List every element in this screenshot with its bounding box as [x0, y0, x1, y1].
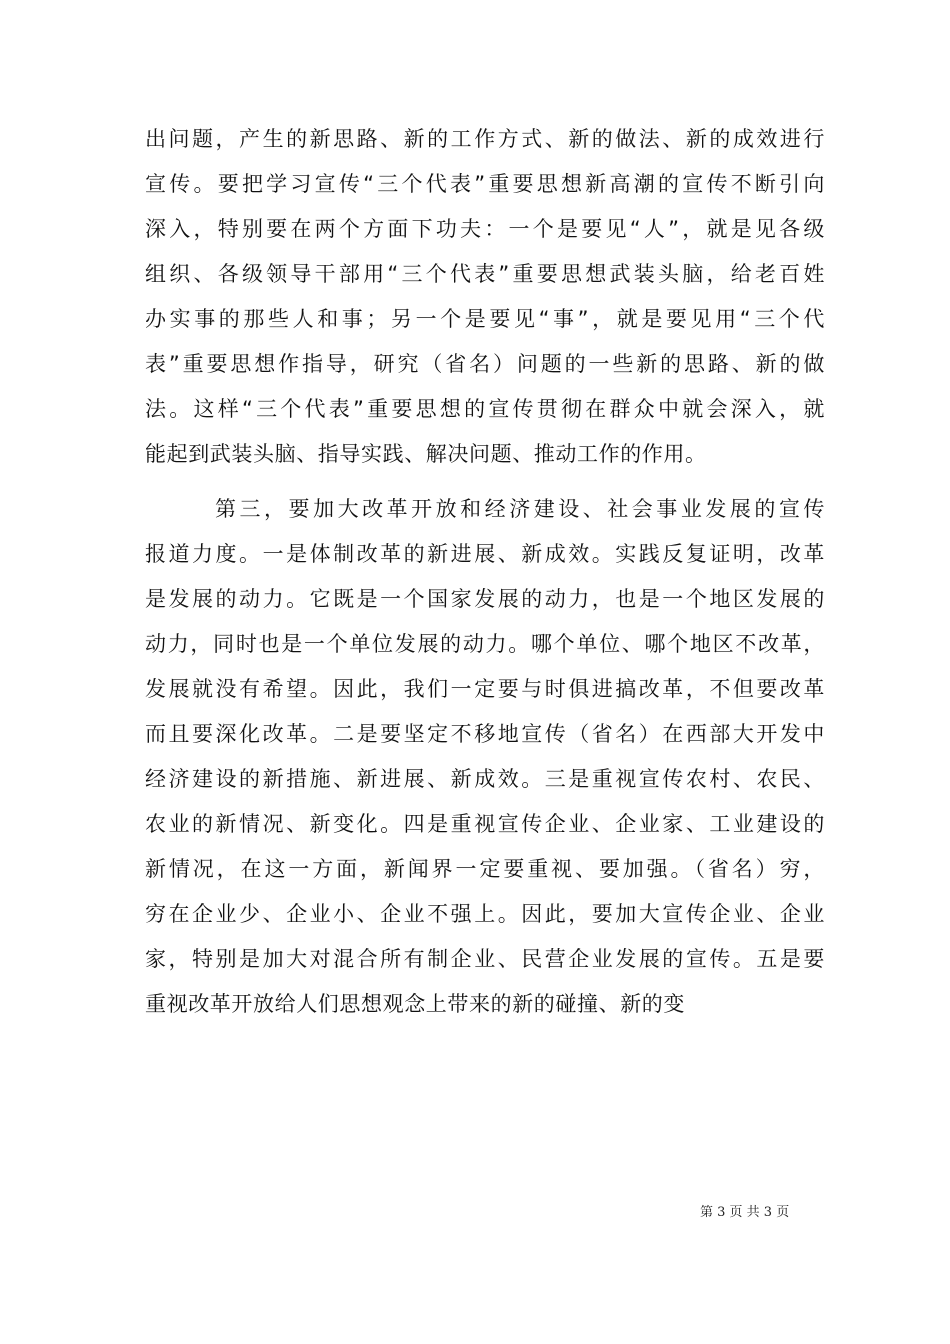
text-line: 家，特别是加大对混合所有制企业、民营企业发展的宣传。五是要 [145, 947, 825, 971]
text-line: 新情况，在这一方面，新闻界一定要重视、要加强。（省名）穷， [145, 857, 825, 881]
text-line: 发展就没有希望。因此，我们一定要与时俱进搞改革，不但要改革 [145, 677, 825, 701]
text-line: 动力，同时也是一个单位发展的动力。哪个单位、哪个地区不改革， [145, 632, 825, 656]
text-line: 农业的新情况、新变化。四是重视宣传企业、企业家、工业建设的 [145, 812, 825, 836]
text-line: 组织、各级领导干部用“三个代表”重要思想武装头脑，给老百姓 [145, 262, 825, 286]
text-line: 重视改革开放给人们思想观念上带来的新的碰撞、新的变 [145, 992, 685, 1016]
paragraph-1 [145, 117, 825, 477]
text-line: 穷在企业少、企业小、企业不强上。因此，要加大宣传企业、企业 [145, 902, 825, 926]
text-line: 办实事的那些人和事；另一个是要见“事”，就是要见用“三个代 [145, 307, 825, 331]
document-body [145, 117, 825, 1027]
text-line: 第三，要加大改革开放和经济建设、社会事业发展的宣传 [215, 497, 825, 521]
paragraph-gap [145, 477, 825, 487]
text-line: 出问题，产生的新思路、新的工作方式、新的做法、新的成效进行 [145, 127, 825, 151]
text-line: 深入，特别要在两个方面下功夫：一个是要见“人”，就是见各级 [145, 217, 825, 241]
text-line: 而且要深化改革。二是要坚定不移地宣传（省名）在西部大开发中 [145, 722, 825, 746]
text-line: 表”重要思想作指导，研究（省名）问题的一些新的思路、新的做 [145, 352, 825, 376]
text-line: 宣传。要把学习宣传“三个代表”重要思想新高潮的宣传不断引向 [145, 172, 825, 196]
text-line: 法。这样“三个代表”重要思想的宣传贯彻在群众中就会深入，就 [145, 397, 825, 421]
text-line: 报道力度。一是体制改革的新进展、新成效。实践反复证明，改革 [145, 542, 825, 566]
paragraph-2 [145, 487, 825, 1027]
page-number: 第 3 页 共 3 页 [700, 1205, 790, 1220]
text-line: 能起到武装头脑、指导实践、解决问题、推动工作的作用。 [145, 442, 707, 466]
text-line: 经济建设的新措施、新进展、新成效。三是重视宣传农村、农民、 [145, 767, 825, 791]
text-line: 是发展的动力。它既是一个国家发展的动力，也是一个地区发展的 [145, 587, 825, 611]
